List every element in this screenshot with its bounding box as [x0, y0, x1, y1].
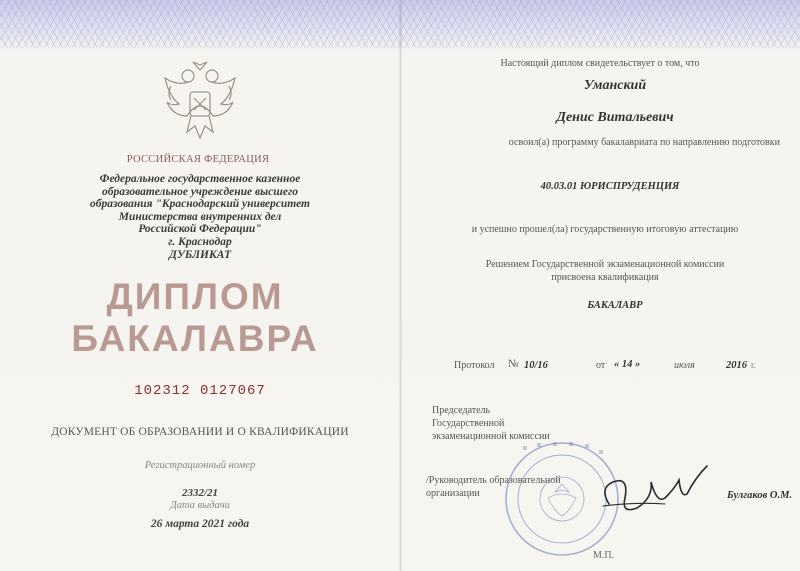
head-line: /Руководитель образовательной [426, 475, 561, 486]
specialty: 40.03.01 ЮРИСПРУДЕНЦИЯ [540, 181, 680, 192]
signer-name: Булгаков О.М. [727, 490, 793, 501]
country-name: РОССИЙСКАЯ ФЕДЕРАЦИЯ [126, 154, 270, 165]
program-text: освоил(а) программу бакалавриата по направлению подготовки [508, 137, 780, 148]
registration-number: 2332/21 [181, 487, 219, 499]
institution-line: Министерства внутренних дел [118, 210, 282, 223]
head-line: организации [426, 488, 480, 499]
protocol-number: 10/16 [524, 360, 548, 371]
document-type: ДОКУМЕНТ ОБ ОБРАЗОВАНИИ И О КВАЛИФИКАЦИИ [51, 426, 349, 438]
duplicate-mark: ДУБЛИКАТ [168, 248, 232, 261]
institution-line: образовательное учреждение высшего [102, 185, 298, 198]
commission-line: Решением Государственной экзаменационной комиссии [485, 259, 725, 270]
protocol-year: 2016 [726, 360, 747, 371]
protocol-year-suffix: г. [751, 360, 756, 370]
protocol-month: июля [674, 360, 695, 371]
chair-line: Председатель [432, 405, 491, 416]
graduate-surname: Уманский [583, 78, 647, 93]
seal-place-label: М.П. [593, 550, 615, 561]
institution-line: Российской Федерации" [138, 223, 262, 236]
commission-text [440, 258, 770, 284]
diploma-title [40, 276, 350, 360]
intro-text: Настоящий диплом свидетельствует о том, что [500, 58, 700, 69]
issue-date-label: Дата выдачи [170, 500, 230, 511]
institution-name [60, 173, 340, 261]
institution-line: Федеральное государственное казенное [99, 173, 301, 185]
chair-line: экзаменационной комиссии [432, 431, 550, 442]
diploma-title-line1: ДИПЛОМ [106, 276, 284, 317]
handwritten-signature [595, 458, 715, 520]
protocol-label: Протокол [454, 360, 495, 371]
head-of-organization-label [426, 474, 561, 500]
registration-label: Регистрационный номер [144, 460, 256, 471]
protocol-day: « 14 » [614, 359, 641, 370]
coat-of-arms-emblem [157, 56, 243, 148]
attestation-text: и успешно прошел(ла) государственную итоговую аттестацию [471, 224, 739, 235]
qualification: БАКАЛАВР [587, 300, 643, 311]
protocol-from-label: от [596, 360, 606, 371]
center-fold [399, 0, 402, 571]
commission-line: присвоена квалификация [551, 272, 659, 283]
protocol-number-sign: № [508, 358, 519, 370]
commission-chair-label [432, 404, 550, 443]
institution-line: образования "Краснодарский университет [90, 198, 310, 211]
diploma-title-line2: БАКАЛАВРА [71, 318, 319, 359]
graduate-given-names: Денис Витальевич [556, 110, 674, 125]
serial-number: 102312 0127067 [134, 383, 266, 399]
chair-line: Государственной [432, 418, 505, 429]
issue-date: 26 марта 2021 года [150, 518, 250, 530]
institution-city: г. Краснодар [168, 235, 232, 248]
